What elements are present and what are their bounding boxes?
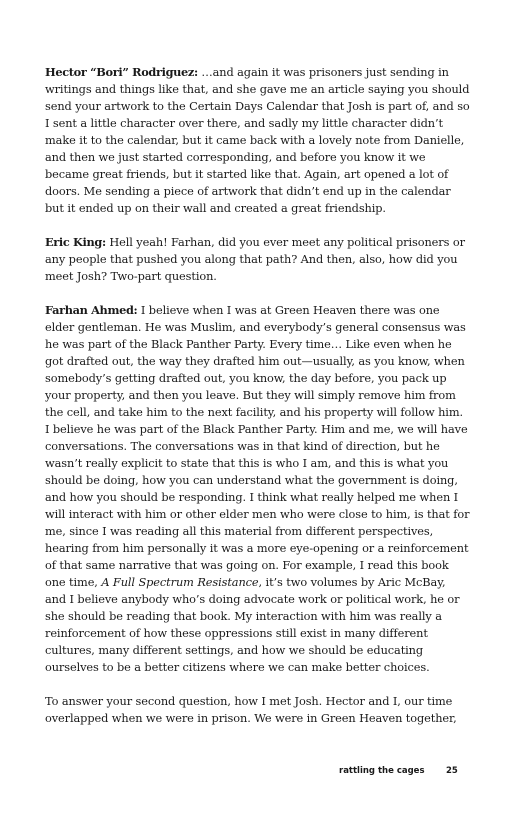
speaker-name: Farhan Ahmed: — [45, 303, 138, 317]
page-body — [45, 64, 470, 744]
speaker-name: Hector “Bori” Rodriguez: — [45, 65, 198, 79]
paragraph-text: , it’s two volumes by Aric McBay, and I believe anybody who’s doing advocate work or political work, he or she should be reading that book. My interaction with him was really a reinforcement of how these oppressions still exist in many different cultures, many different settings, and how we should be educating ourselves to be a better citizens where we can make better choices. — [45, 575, 460, 674]
paragraph-continuation — [45, 693, 470, 727]
speaker-name: Eric King: — [45, 235, 106, 249]
paragraph-text: I believe when I was at Green Heaven there was one elder gentleman. He was Muslim, and everybody’s general consensus was he was part of the Black Panther Party. Every time… Like even when he got drafted out, the way they drafted him out—usually, as you know, when somebody’s getting drafted out, you know, the day before, you pack up your property, and then you leave. But they will simply remove him from the cell, and take him to the next facility, and his property will follow him. I believe he was part of the Black Panther Party. Him and me, we will have conversations. The conversations was in that kind of direction, but he wasn’t really explicit to state that this is who I am, and this is what you should be doing, how you can understand what the government is doing, and how you should be responding. I think what really helped me when I will interact with him or other elder men who were close to him, is that for me, since I was reading all this material from different perspectives, hearing from him personally it was a more eye-opening or a reinforcement of that same narrative that was going on. For example, I read this book one time, — [45, 303, 470, 589]
paragraph-text: …and again it was prisoners just sending in writings and things like that, and she gave me an article saying you should send your artwork to the Certain Days Calendar that Josh is part of, and so I sent a little character over there, and sadly my little character didn’t make it to the calendar, but it came back with a lovely note from Danielle, and then we just started corresponding, and before you know it we became great friends, but it started like that. Again, art opened a lot of doors. Me sending a piece of artwork that didn’t end up in the calendar but it ended up on their wall and created a great friendship. — [45, 65, 470, 215]
page-number: 25 — [446, 766, 458, 776]
page-footer — [0, 766, 528, 780]
paragraph-text: Hell yeah! Farhan, did you ever meet any political prisoners or any people that pushed you along that path? And then, also, how did you meet Josh? Two-part question. — [45, 235, 465, 283]
paragraph-eric — [45, 234, 470, 285]
paragraph-hector — [45, 64, 470, 217]
paragraph-text: To answer your second question, how I met Josh. Hector and I, our time overlapped when we were in prison. We were in Green Heaven together, — [45, 694, 457, 725]
paragraph-farhan — [45, 302, 470, 676]
running-head: rattling the cages — [339, 766, 425, 776]
book-title: A Full Spectrum Resistance — [101, 575, 259, 589]
